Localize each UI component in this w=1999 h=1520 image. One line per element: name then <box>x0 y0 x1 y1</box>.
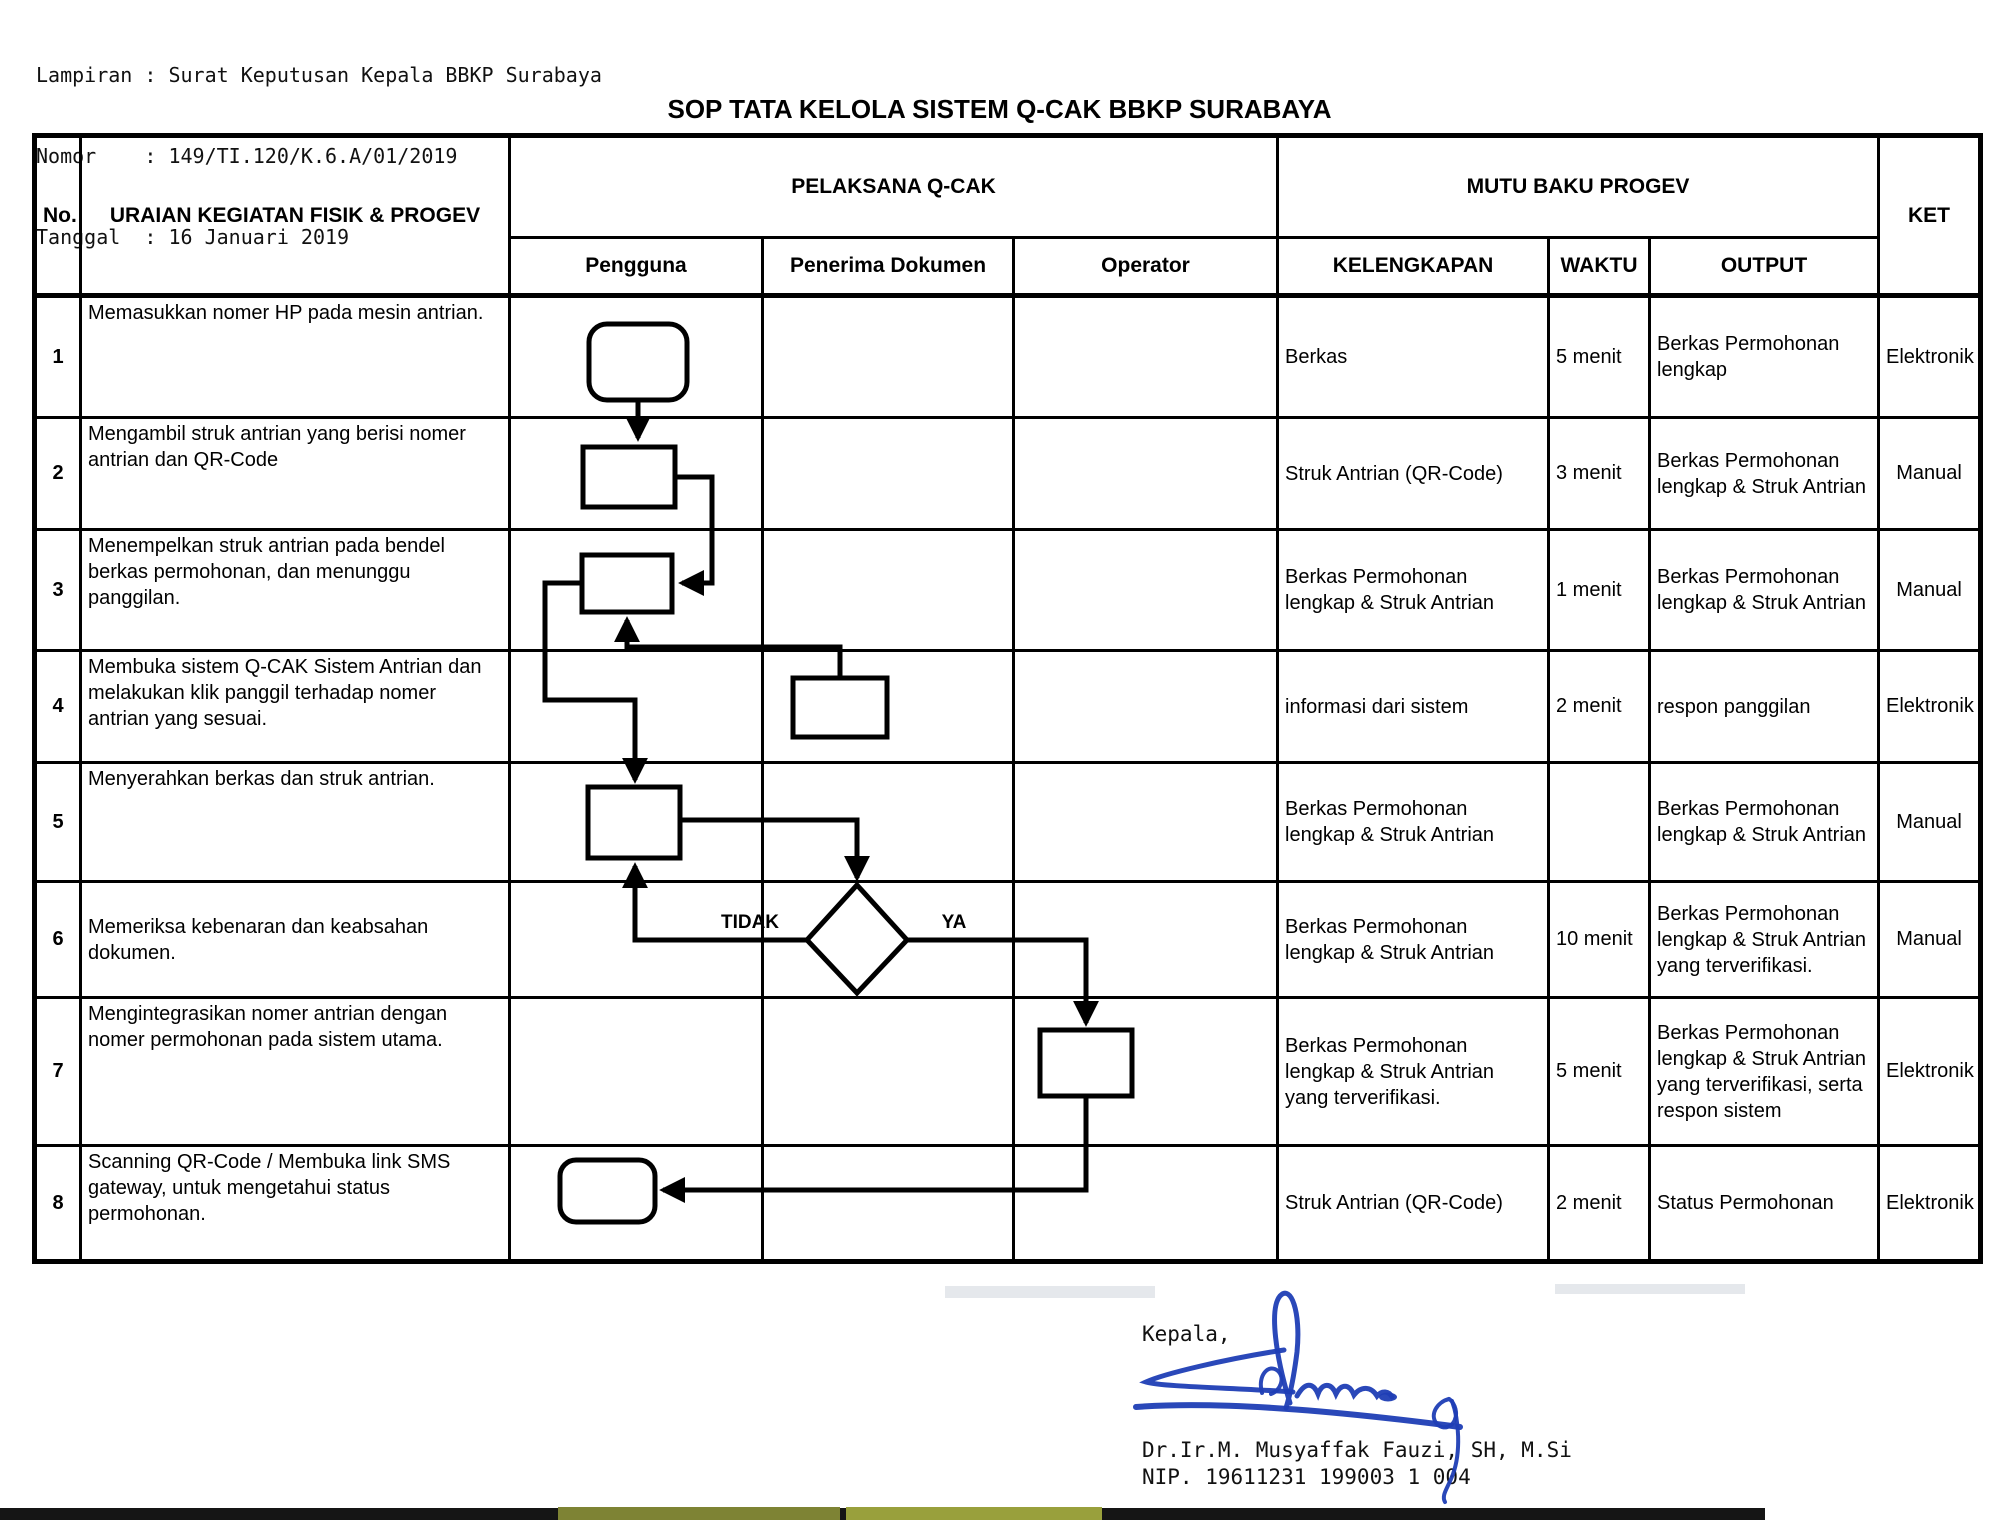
col-header-pengguna: Pengguna <box>510 238 763 296</box>
flow-cell-pengguna <box>510 998 763 1146</box>
letterhead-nomor: Nomor : 149/TI.120/K.6.A/01/2019 <box>36 144 458 168</box>
waktu-cell: 2 menit <box>1549 651 1650 763</box>
col-header-uraian: URAIAN KEGIATAN FISIK & PROGEV <box>81 136 510 296</box>
waktu-cell: 1 menit <box>1549 530 1650 651</box>
waktu-cell: 2 menit <box>1549 1146 1650 1262</box>
table-row <box>35 882 1981 998</box>
flow-cell-pengguna <box>510 882 763 998</box>
ket-cell: Elektronik <box>1879 998 1981 1146</box>
ket-cell: Manual <box>1879 530 1981 651</box>
flow-cell-pengguna <box>510 763 763 882</box>
signature-salutation: Kepala, <box>1142 1322 1231 1346</box>
waktu-cell: 10 menit <box>1549 882 1650 998</box>
flow-cell-operator <box>1014 296 1278 418</box>
uraian-cell: Mengambil struk antrian yang berisi nomer antrian dan QR-Code <box>81 418 510 530</box>
flow-cell-penerima <box>763 296 1014 418</box>
flow-cell-operator <box>1014 882 1278 998</box>
col-header-output: OUTPUT <box>1650 238 1879 296</box>
row-number: 6 <box>35 882 81 998</box>
flow-cell-operator <box>1014 530 1278 651</box>
output-cell: Berkas Permohonan lengkap & Struk Antrian <box>1650 763 1879 882</box>
uraian-cell: Memasukkan nomer HP pada mesin antrian. <box>81 296 510 418</box>
flow-cell-penerima <box>763 763 1014 882</box>
table-row <box>35 296 1981 418</box>
flow-cell-pengguna <box>510 1146 763 1262</box>
row-number: 3 <box>35 530 81 651</box>
ket-cell: Manual <box>1879 882 1981 998</box>
flow-cell-operator <box>1014 998 1278 1146</box>
letterhead-lampiran: Lampiran : Surat Keputusan Kepala BBKP Surabaya <box>36 63 602 87</box>
kelengkapan-cell: Berkas Permohonan lengkap & Struk Antrian <box>1278 763 1549 882</box>
flow-cell-penerima <box>763 1146 1014 1262</box>
row-number: 8 <box>35 1146 81 1262</box>
table-row <box>35 418 1981 530</box>
flow-cell-pengguna <box>510 530 763 651</box>
scan-smudge <box>1555 1284 1745 1294</box>
uraian-cell: Membuka sistem Q-CAK Sistem Antrian dan melakukan klik panggil terhadap nomer antrian yang sesuai. <box>81 651 510 763</box>
flow-cell-penerima <box>763 651 1014 763</box>
uraian-cell: Memeriksa kebenaran dan keabsahan dokumen. <box>81 882 510 998</box>
row-number: 2 <box>35 418 81 530</box>
output-cell: Berkas Permohonan lengkap & Struk Antrian yang terverifikasi. <box>1650 882 1879 998</box>
kelengkapan-cell: Berkas <box>1278 296 1549 418</box>
flow-cell-penerima <box>763 998 1014 1146</box>
flow-cell-penerima <box>763 882 1014 998</box>
scan-smudge <box>945 1286 1155 1298</box>
flow-cell-penerima <box>763 530 1014 651</box>
flow-cell-operator <box>1014 763 1278 882</box>
letterhead-tanggal: Tanggal : 16 Januari 2019 <box>36 225 350 249</box>
kelengkapan-cell: Berkas Permohonan lengkap & Struk Antrian <box>1278 530 1549 651</box>
table-row <box>35 530 1981 651</box>
kelengkapan-cell: Struk Antrian (QR-Code) <box>1278 1146 1549 1262</box>
waktu-cell: 5 menit <box>1549 998 1650 1146</box>
waktu-cell: 5 menit <box>1549 296 1650 418</box>
scan-edge-highlight <box>846 1507 1102 1520</box>
ket-cell: Elektronik <box>1879 651 1981 763</box>
row-number: 7 <box>35 998 81 1146</box>
sop-table <box>32 133 1983 1264</box>
uraian-cell: Menyerahkan berkas dan struk antrian. <box>81 763 510 882</box>
output-cell: respon panggilan <box>1650 651 1879 763</box>
flow-cell-operator <box>1014 651 1278 763</box>
decision-no-label: TIDAK <box>720 912 780 933</box>
flow-cell-operator <box>1014 1146 1278 1262</box>
decision-yes-label: YA <box>941 912 967 933</box>
output-cell: Berkas Permohonan lengkap & Struk Antrian yang terverifikasi, serta respon sistem <box>1650 998 1879 1146</box>
flow-cell-pengguna <box>510 296 763 418</box>
ket-cell: Manual <box>1879 763 1981 882</box>
scan-edge-highlight <box>558 1507 840 1520</box>
col-header-no: No. <box>35 136 81 296</box>
flow-cell-pengguna <box>510 651 763 763</box>
waktu-cell <box>1549 763 1650 882</box>
ket-cell: Elektronik <box>1879 1146 1981 1262</box>
waktu-cell: 3 menit <box>1549 418 1650 530</box>
col-header-ket: KET <box>1879 136 1981 296</box>
kelengkapan-cell: informasi dari sistem <box>1278 651 1549 763</box>
output-cell: Berkas Permohonan lengkap & Struk Antrian <box>1650 530 1879 651</box>
output-cell: Berkas Permohonan lengkap & Struk Antrian <box>1650 418 1879 530</box>
kelengkapan-cell: Berkas Permohonan lengkap & Struk Antrian <box>1278 882 1549 998</box>
document-title: SOP TATA KELOLA SISTEM Q-CAK BBKP SURABAYA <box>667 94 1332 124</box>
uraian-cell: Mengintegrasikan nomer antrian dengan nomer permohonan pada sistem utama. <box>81 998 510 1146</box>
table-row <box>35 651 1981 763</box>
uraian-cell: Menempelkan struk antrian pada bendel berkas permohonan, dan menunggu panggilan. <box>81 530 510 651</box>
col-header-operator: Operator <box>1014 238 1278 296</box>
flow-cell-pengguna <box>510 418 763 530</box>
table-row <box>35 763 1981 882</box>
ket-cell: Manual <box>1879 418 1981 530</box>
col-header-kelengkapan: KELENGKAPAN <box>1278 238 1549 296</box>
flow-cell-operator <box>1014 418 1278 530</box>
flow-cell-penerima <box>763 418 1014 530</box>
output-cell: Status Permohonan <box>1650 1146 1879 1262</box>
row-number: 4 <box>35 651 81 763</box>
kelengkapan-cell: Berkas Permohonan lengkap & Struk Antrian yang terverifikasi. <box>1278 998 1549 1146</box>
col-header-penerima-dokumen: Penerima Dokumen <box>763 238 1014 296</box>
uraian-cell: Scanning QR-Code / Membuka link SMS gateway, untuk mengetahui status permohonan. <box>81 1146 510 1262</box>
kelengkapan-cell: Struk Antrian (QR-Code) <box>1278 418 1549 530</box>
output-cell: Berkas Permohonan lengkap <box>1650 296 1879 418</box>
table-row <box>35 998 1981 1146</box>
table-row <box>35 1146 1981 1262</box>
row-number: 5 <box>35 763 81 882</box>
ket-cell: Elektronik <box>1879 296 1981 418</box>
col-header-waktu: WAKTU <box>1549 238 1650 296</box>
group-header-mutu: MUTU BAKU PROGEV <box>1278 136 1879 238</box>
signature-name: Dr.Ir.M. Musyaffak Fauzi, SH, M.Si <box>1142 1438 1572 1462</box>
row-number: 1 <box>35 296 81 418</box>
group-header-pelaksana: PELAKSANA Q-CAK <box>510 136 1278 238</box>
signature-nip: NIP. 19611231 199003 1 004 <box>1142 1465 1471 1489</box>
